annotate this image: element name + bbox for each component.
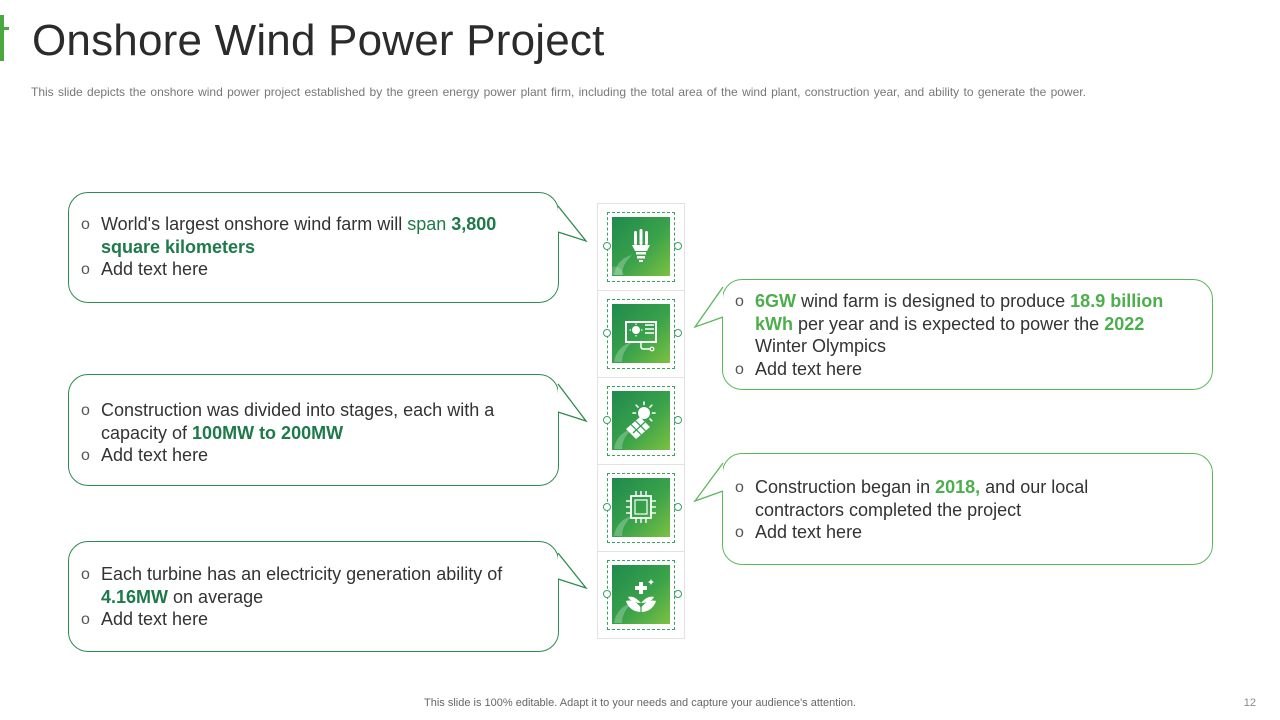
footer-note: This slide is 100% editable. Adapt it to your needs and capture your audience's attention.: [424, 697, 856, 709]
info-box-left-1: [68, 192, 559, 303]
callout-tail: [557, 206, 597, 246]
icon-card-3: [597, 377, 685, 465]
slide-title: Onshore Wind Power Project: [32, 16, 605, 65]
highlight-text: 2022: [1104, 313, 1145, 334]
accent-tick: [0, 27, 9, 30]
light-bulb-icon: [612, 217, 670, 276]
bullet-item: o Each turbine has an electricity generation ability of 4.16MW on average: [81, 563, 518, 608]
circuit-chip-icon: [612, 478, 670, 537]
info-box-right-1: [722, 279, 1213, 390]
highlight-text: square kilometers: [101, 236, 256, 257]
bullet-item: o Add text here: [735, 521, 1142, 544]
bullet-item: o Construction began in 2018, and our local contractors completed the project: [735, 476, 1142, 521]
page-number: 12: [1243, 697, 1256, 709]
highlight-text: 6GW: [755, 291, 797, 311]
bullet-item: o Add text here: [81, 444, 518, 467]
bullet-item: o Add text here: [735, 358, 1184, 381]
callout-tail: [557, 553, 597, 593]
icon-card-1: [597, 203, 685, 291]
hand-leaf-icon: [612, 565, 670, 624]
highlight-text: 4.16MW: [101, 586, 169, 607]
icon-card-4: [597, 464, 685, 552]
slide-subtitle: This slide depicts the onshore wind power project established by the green energy power plant firm, including the total area of the wind plant, construction year, and ability to generate the power.: [31, 85, 1086, 99]
info-box-left-2: [68, 374, 559, 486]
solar-panel-sun-icon: [612, 391, 670, 450]
accent-bar: [0, 15, 4, 61]
bullet-item: o Add text here: [81, 258, 518, 281]
info-box-left-3: [68, 541, 559, 652]
highlight-text: 18.9 billion kWh: [755, 291, 1164, 334]
bullet-item: o 6GW wind farm is designed to produce 18.9 billion kWh per year and is expected to power the 2022 Winter Olympics: [735, 290, 1184, 358]
icon-card-2: [597, 290, 685, 378]
highlight-text: 2018,: [935, 477, 981, 497]
highlight-text: 100MW to 200MW: [192, 422, 344, 443]
callout-tail: [557, 384, 597, 424]
solar-panel-monitor-icon: [612, 304, 670, 363]
highlight-text: span: [407, 214, 452, 234]
icon-card-5: [597, 551, 685, 639]
info-box-right-2: [722, 453, 1213, 565]
bullet-item: o World's largest onshore wind farm will span 3,800 square kilometers: [81, 213, 518, 258]
highlight-text: 3,800: [451, 214, 497, 234]
callout-tail: [694, 463, 734, 513]
callout-tail: [694, 287, 734, 337]
bullet-item: o Add text here: [81, 608, 518, 631]
bullet-item: o Construction was divided into stages, each with a capacity of 100MW to 200MW: [81, 399, 518, 444]
